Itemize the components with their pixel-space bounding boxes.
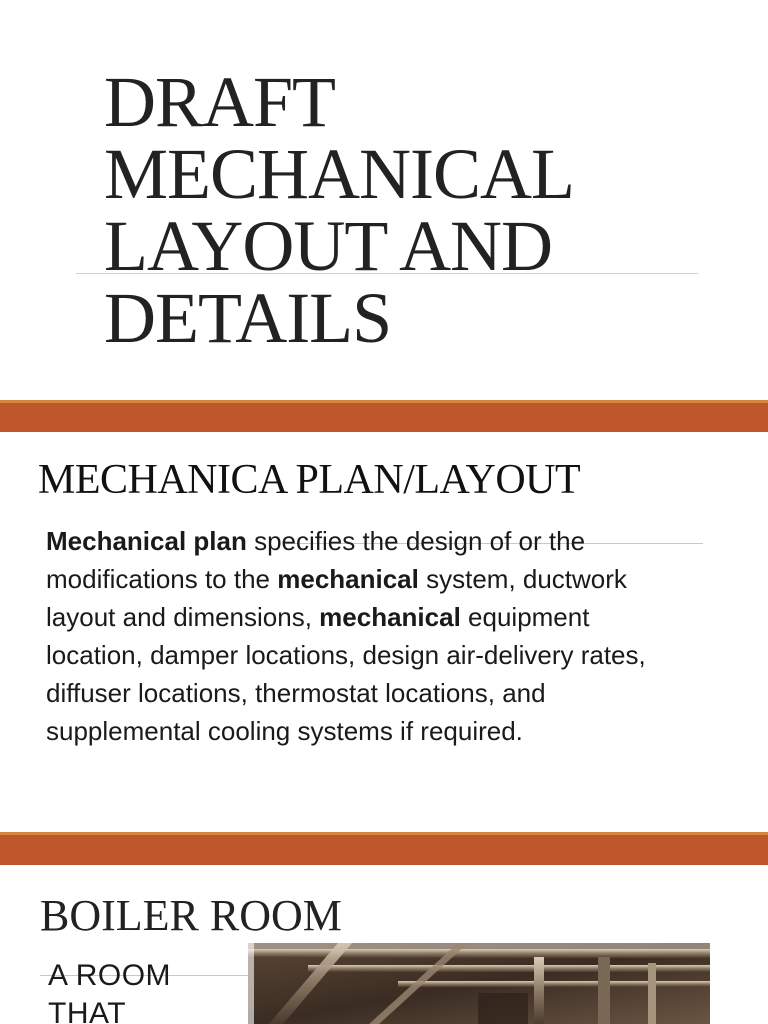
slide-separator bbox=[0, 400, 768, 432]
title-line: DRAFT bbox=[104, 62, 336, 142]
section-heading: MECHANICA PLAN/LAYOUT bbox=[38, 457, 581, 503]
title-line: DETAILS bbox=[104, 278, 392, 358]
slide-separator bbox=[0, 832, 768, 865]
body-text-run: specifies the design of or the modifications to the bbox=[46, 526, 586, 594]
body-text-run: equipment location, damper locations, design air-delivery rates, diffuser locations, thermostat locations, and supplemental cooling systems if required. bbox=[46, 602, 646, 746]
main-title bbox=[104, 62, 744, 358]
title-line: MECHANICAL bbox=[104, 134, 574, 214]
title-line: LAYOUT AND bbox=[104, 206, 553, 286]
bold-term: mechanical bbox=[277, 564, 419, 594]
mechanical-plan-slide bbox=[0, 432, 768, 832]
boiler-text-line: A ROOM bbox=[48, 959, 172, 992]
boiler-room-photo bbox=[248, 943, 710, 1024]
boiler-room-slide bbox=[0, 865, 768, 1024]
bold-term: mechanical bbox=[319, 602, 461, 632]
bold-term: Mechanical plan bbox=[46, 526, 247, 556]
body-text-run: system, ductwork layout and dimensions, bbox=[46, 564, 627, 632]
body-paragraph bbox=[46, 522, 686, 750]
boiler-heading: BOILER ROOM bbox=[40, 891, 342, 940]
title-slide bbox=[0, 0, 768, 400]
boiler-text bbox=[48, 957, 248, 1024]
boiler-text-line: THAT bbox=[48, 997, 127, 1024]
